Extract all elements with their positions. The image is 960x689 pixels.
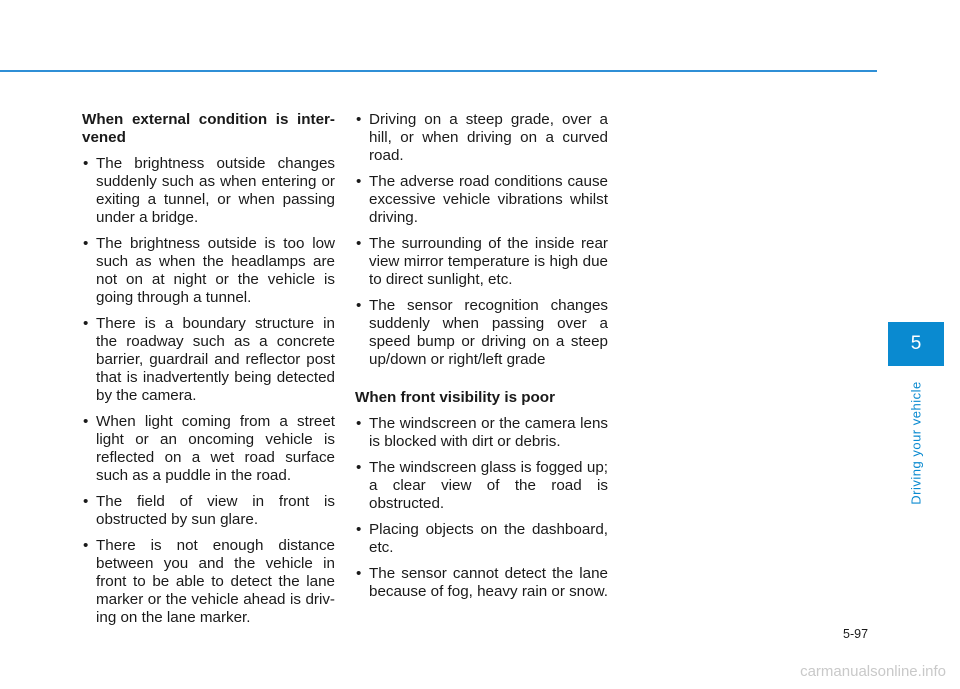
bullet-item: • The brightness outside is too low such as when the headlamps are not on at night or the vehicle is going through a tunnel. xyxy=(82,235,335,307)
bullet-list-road-conditions xyxy=(355,111,608,369)
bullet-item: • When light coming from a street light or an oncoming vehicle is reflected on a wet road surface such as a puddle in the road. xyxy=(82,413,335,485)
bullet-item: • The windscreen glass is fogged up; a clear view of the road is obstructed. xyxy=(355,459,608,513)
page-number: 5-97 xyxy=(843,627,869,641)
bullet-item: • The windscreen or the camera lens is blocked with dirt or debris. xyxy=(355,415,608,451)
section-heading-front-visibility: When front visibility is poor xyxy=(355,389,555,406)
bullet-item: • The adverse road conditions cause excessive vehicle vibrations whilst driving. xyxy=(355,173,608,227)
bullet-item: • The sensor cannot detect the lane because of fog, heavy rain or snow. xyxy=(355,565,608,601)
bullet-list-front-visibility xyxy=(355,415,608,601)
chapter-title-vertical: Driving your vehicle xyxy=(908,381,924,505)
bullet-item: • Driving on a steep grade, over a hill, or when driving on a curved road. xyxy=(355,111,608,165)
bullet-item: • Placing objects on the dashboard, etc. xyxy=(355,521,608,557)
bullet-item: • There is a boundary structure in the roadway such as a concrete barrier, guardrail and reflector post that is inadvertently being detected by the camera. xyxy=(82,315,335,405)
chapter-number-tab: 5 xyxy=(888,322,944,366)
left-column xyxy=(82,111,335,635)
bullet-item: • The field of view in front is obstructed by sun glare. xyxy=(82,493,335,529)
section-heading-external-condition: When external condition is inter-vened xyxy=(82,111,335,146)
header-rule xyxy=(0,70,877,72)
bullet-item: • The brightness outside changes suddenly such as when entering or exiting a tunnel, or when passing under a bridge. xyxy=(82,155,335,227)
bullet-item: • The surrounding of the inside rear view mirror temperature is high due to direct sunlight, etc. xyxy=(355,235,608,289)
bullet-item: • There is not enough distance between you and the vehicle in front to be able to detect the lane marker or the vehicle ahead is driv-ing on the lane marker. xyxy=(82,537,335,627)
bullet-item: • The sensor recognition changes suddenly when passing over a speed bump or driving on a steep up/down or right/left grade xyxy=(355,297,608,369)
right-column xyxy=(355,111,608,609)
watermark: carmanualsonline.info xyxy=(800,663,946,680)
bullet-list-external-condition xyxy=(82,155,335,627)
